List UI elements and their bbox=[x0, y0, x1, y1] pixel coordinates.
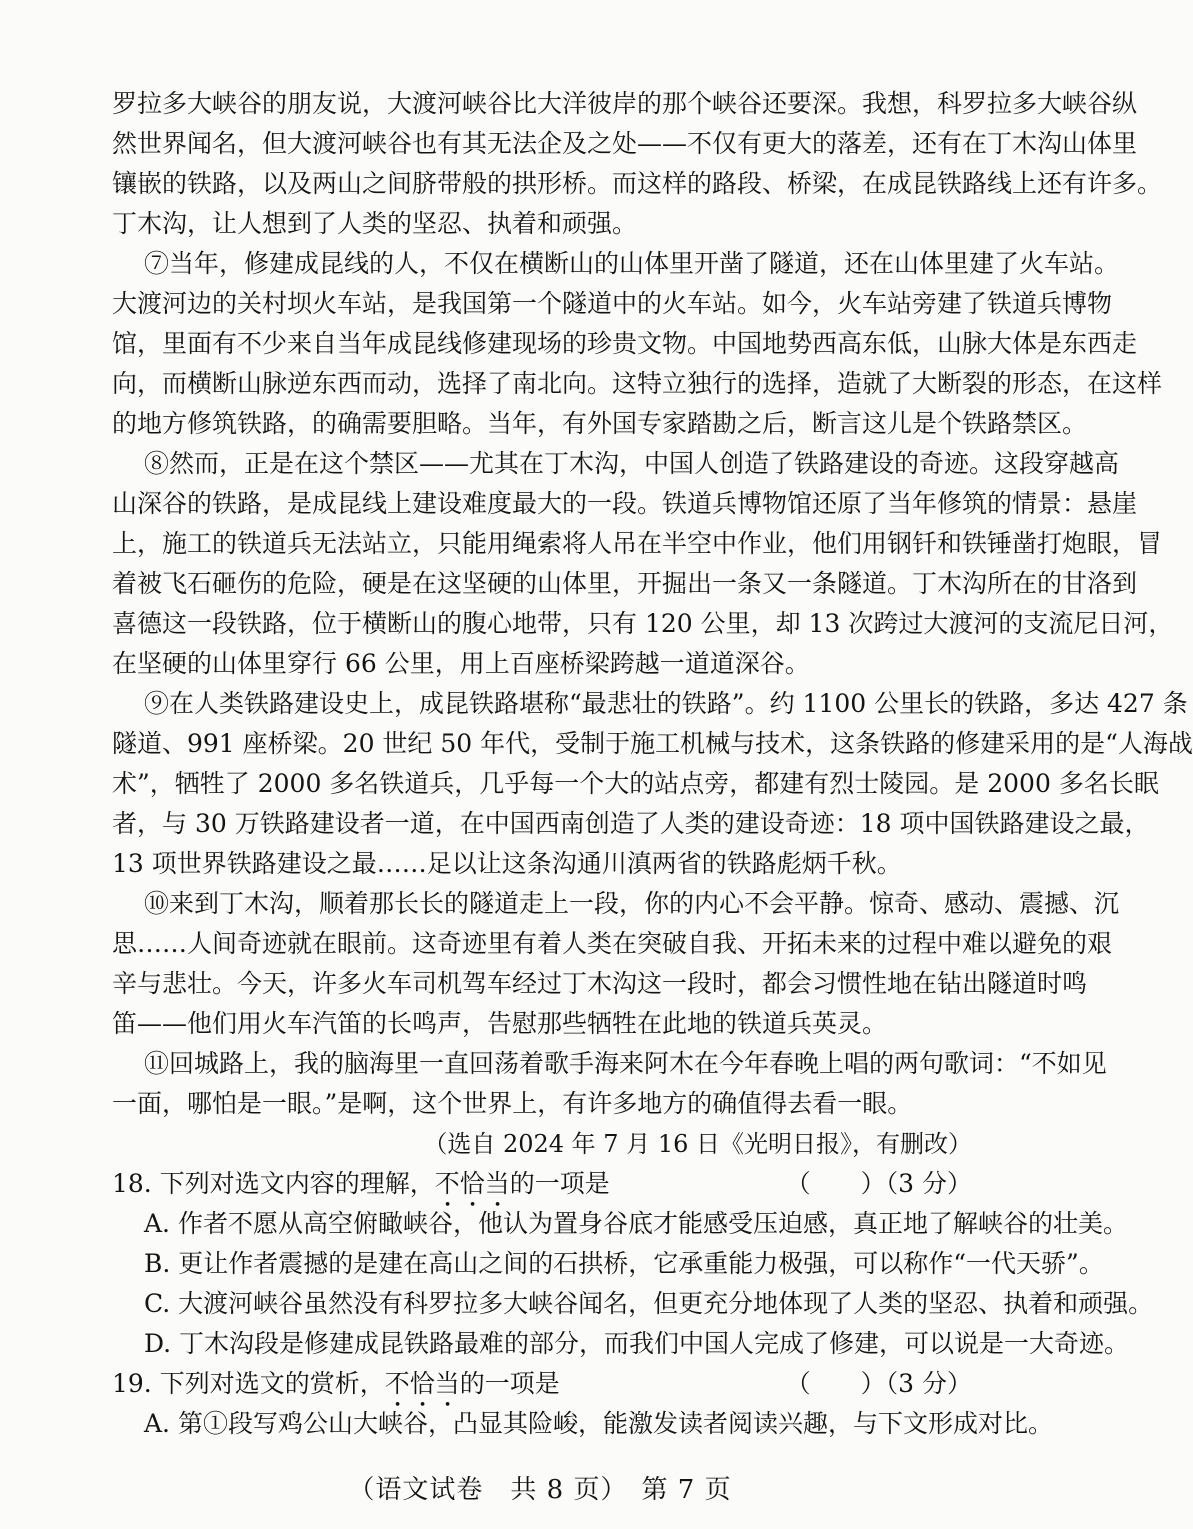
question-18-option-d: D. 丁木沟段是修建成昆铁路最难的部分，而我们中国人完成了修建，可以说是一大奇迹。 bbox=[144, 1329, 1130, 1358]
passage-line: 13 项世界铁路建设之最……足以让这条沟通川滇两省的铁路彪炳千秋。 bbox=[112, 849, 902, 878]
paragraph-11-start: ⑪回城路上，我的脑海里一直回荡着歌手海来阿木在今年春晚上唱的两句歌词：“不如见 bbox=[144, 1049, 1107, 1078]
question-18-option-c: C. 大渡河峡谷虽然没有科罗拉多大峡谷闻名，但更充分地体现了人类的坚忍、执着和顽强。 bbox=[144, 1289, 1154, 1318]
source-citation: （选自 2024 年 7 月 16 日《光明日报》，有删改） bbox=[423, 1130, 972, 1158]
passage-line: 着被飞石砸伤的危险，硬是在这坚硬的山体里，开掘出一条又一条隧道。丁木沟所在的甘洛到 bbox=[112, 569, 1138, 598]
passage-line: 辛与悲壮。今天，许多火车司机驾车经过丁木沟这一段时，都会习惯性地在钻出隧道时鸣 bbox=[112, 969, 1088, 998]
question-18-prefix: 18. 下列对选文内容的理解， bbox=[112, 1169, 435, 1198]
passage-line: 的地方修筑铁路，的确需要胆略。当年，有外国专家踏勘之后，断言这儿是个铁路禁区。 bbox=[112, 409, 1088, 438]
question-18-emphasis: 不恰当 bbox=[434, 1169, 510, 1198]
question-19-option-a: A. 第①段写鸡公山大峡谷，凸显其险峻，能激发读者阅读兴趣，与下文形成对比。 bbox=[144, 1409, 1053, 1438]
question-18-option-b: B. 更让作者震撼的是建在高山之间的石拱桥，它承重能力极强，可以称作“一代天骄”。 bbox=[144, 1249, 1104, 1278]
passage-line: 向，而横断山脉逆东西而动，选择了南北向。这特立独行的选择，造就了大断裂的形态，在这样 bbox=[112, 369, 1163, 398]
passage-line: 馆，里面有不少来自当年成昆线修建现场的珍贵文物。中国地势西高东低，山脉大体是东西走 bbox=[112, 329, 1138, 358]
passage-line: 术”，牺牲了 2000 多名铁道兵，几乎每一个大的站点旁，都建有烈士陵园。是 2000 多名长眠 bbox=[112, 769, 1159, 798]
page-footer: （语文试卷 共 8 页） 第 7 页 bbox=[348, 1475, 732, 1505]
passage-line: 罗拉多大峡谷的朋友说，大渡河峡谷比大洋彼岸的那个峡谷还要深。我想，科罗拉多大峡谷纵 bbox=[112, 89, 1138, 118]
question-19-suffix: 的一项是 bbox=[459, 1369, 560, 1398]
passage-line: 隧道、991 座桥梁。20 世纪 50 年代，受制于施工机械与技术，这条铁路的修建采用的是“人海战 bbox=[112, 729, 1193, 758]
paragraph-8-start: ⑧然而，正是在这个禁区——尤其在丁木沟，中国人创造了铁路建设的奇迹。这段穿越高 bbox=[144, 449, 1120, 478]
passage-line: 喜德这一段铁路，位于横断山的腹心地带，只有 120 公里，却 13 次跨过大渡河的支流尼日河， bbox=[112, 609, 1174, 638]
passage-line: 上，施工的铁道兵无法站立，只能用绳索将人吊在半空中作业，他们用钢钎和铁锤凿打炮眼，冒 bbox=[112, 529, 1163, 558]
passage-line: 者，与 30 万铁路建设者一道，在中国西南创造了人类的建设奇迹：18 项中国铁路建设之最， bbox=[112, 809, 1150, 838]
question-18-option-a: A. 作者不愿从高空俯瞰峡谷，他认为置身谷底才能感受压迫感，真正地了解峡谷的壮美。 bbox=[144, 1209, 1128, 1238]
passage-line: 大渡河边的关村坝火车站，是我国第一个隧道中的火车站。如今，火车站旁建了铁道兵博物 bbox=[112, 289, 1113, 318]
question-18-answer-blank: （ ）（3 分） bbox=[785, 1169, 972, 1198]
passage-line: 思……人间奇迹就在眼前。这奇迹里有着人类在突破自我、开拓未来的过程中难以避免的艰 bbox=[112, 929, 1113, 958]
passage-line: 笛——他们用火车汽笛的长鸣声，告慰那些牺牲在此地的铁道兵英灵。 bbox=[112, 1009, 888, 1038]
paragraph-9-start: ⑨在人类铁路建设史上，成昆铁路堪称“最悲壮的铁路”。约 1100 公里长的铁路，多达 427 条 bbox=[144, 689, 1188, 718]
passage-line: 丁木沟，让人想到了人类的坚忍、执着和顽强。 bbox=[112, 209, 638, 238]
passage-line: 镶嵌的铁路，以及两山之间脐带般的拱形桥。而这样的路段、桥梁，在成昆铁路线上还有许多。 bbox=[112, 169, 1163, 198]
paragraph-10-start: ⑩来到丁木沟，顺着那长长的隧道走上一段，你的内心不会平静。惊奇、感动、震撼、沉 bbox=[144, 889, 1120, 918]
paragraph-7-start: ⑦当年，修建成昆线的人，不仅在横断山的山体里开凿了隧道，还在山体里建了火车站。 bbox=[144, 249, 1120, 278]
passage-line: 山深谷的铁路，是成昆线上建设难度最大的一段。铁道兵博物馆还原了当年修筑的情景：悬崖 bbox=[112, 489, 1138, 518]
question-19-answer-blank: （ ）（3 分） bbox=[785, 1369, 972, 1398]
passage-line: 在坚硬的山体里穿行 66 公里，用上百座桥梁跨越一道道深谷。 bbox=[112, 649, 810, 678]
question-18-suffix: 的一项是 bbox=[509, 1169, 610, 1198]
question-19-emphasis: 不恰当 bbox=[384, 1369, 460, 1398]
question-19-prefix: 19. 下列对选文的赏析， bbox=[112, 1369, 385, 1398]
passage-line: 然世界闻名，但大渡河峡谷也有其无法企及之处——不仅有更大的落差，还有在丁木沟山体里 bbox=[112, 129, 1138, 158]
passage-line: 一面，哪怕是一眼。”是啊，这个世界上，有许多地方的确值得去看一眼。 bbox=[112, 1089, 913, 1118]
